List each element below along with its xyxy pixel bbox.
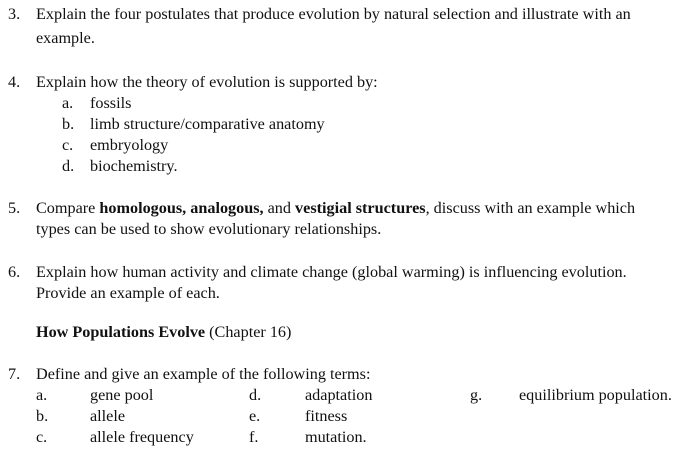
question-5-number: 5. bbox=[8, 199, 21, 217]
question-4-item-letter: b. bbox=[62, 115, 75, 133]
q5-mid: and bbox=[263, 199, 296, 217]
question-4-item-text: embryology bbox=[90, 136, 169, 154]
question-4-stem: Explain how the theory of evolution is supported by: bbox=[36, 73, 378, 91]
term-text: adaptation bbox=[305, 386, 373, 404]
term-letter: c. bbox=[36, 428, 48, 446]
term-letter: a. bbox=[36, 386, 48, 404]
term-letter: b. bbox=[36, 407, 49, 425]
term-text: gene pool bbox=[90, 386, 154, 404]
section-heading-bold: How Populations Evolve bbox=[36, 323, 206, 341]
term-letter: e. bbox=[249, 407, 261, 425]
question-3-text-line2: example. bbox=[36, 29, 95, 47]
section-heading-chapter: (Chapter 16) bbox=[205, 323, 292, 341]
question-4-item-letter: a. bbox=[62, 94, 74, 112]
term-letter: g. bbox=[470, 386, 483, 404]
question-6-number: 6. bbox=[8, 263, 21, 281]
question-4-item-letter: c. bbox=[62, 136, 74, 154]
term-text: mutation. bbox=[305, 428, 367, 446]
question-7-stem: Define and give an example of the following terms: bbox=[36, 365, 371, 383]
question-4-item-text: fossils bbox=[90, 94, 132, 112]
term-homologous: homologous, bbox=[99, 199, 187, 217]
question-4-item-text: biochemistry. bbox=[90, 157, 178, 175]
term-analogous: analogous, bbox=[190, 199, 264, 217]
term-letter: f. bbox=[249, 428, 259, 446]
term-text: allele bbox=[90, 407, 126, 425]
question-3-number: 3. bbox=[8, 5, 21, 23]
question-5-text-line2: types can be used to show evolutionary relationships. bbox=[36, 220, 382, 238]
term-letter: d. bbox=[249, 386, 262, 404]
question-4-number: 4. bbox=[8, 73, 21, 91]
question-5-text-line1 bbox=[36, 198, 635, 218]
question-6-text-line2: Provide an example of each. bbox=[36, 284, 220, 302]
question-4-item-text: limb structure/comparative anatomy bbox=[90, 115, 325, 133]
term-vestigial-structures: vestigial structures bbox=[295, 199, 426, 217]
term-text: allele frequency bbox=[90, 428, 194, 446]
question-6-text-line1: Explain how human activity and climate change (global warming) is influencing evolution. bbox=[36, 263, 627, 281]
question-4-item-letter: d. bbox=[62, 157, 75, 175]
q5-suffix: , discuss with an example which bbox=[425, 199, 636, 217]
term-text: fitness bbox=[305, 407, 348, 425]
q5-prefix: Compare bbox=[36, 199, 100, 217]
term-text: equilibrium population. bbox=[519, 386, 672, 404]
question-7-number: 7. bbox=[8, 365, 21, 383]
question-3-text-line1: Explain the four postulates that produce evolution by natural selection and illustrate with an bbox=[36, 5, 631, 23]
section-heading bbox=[36, 322, 291, 342]
